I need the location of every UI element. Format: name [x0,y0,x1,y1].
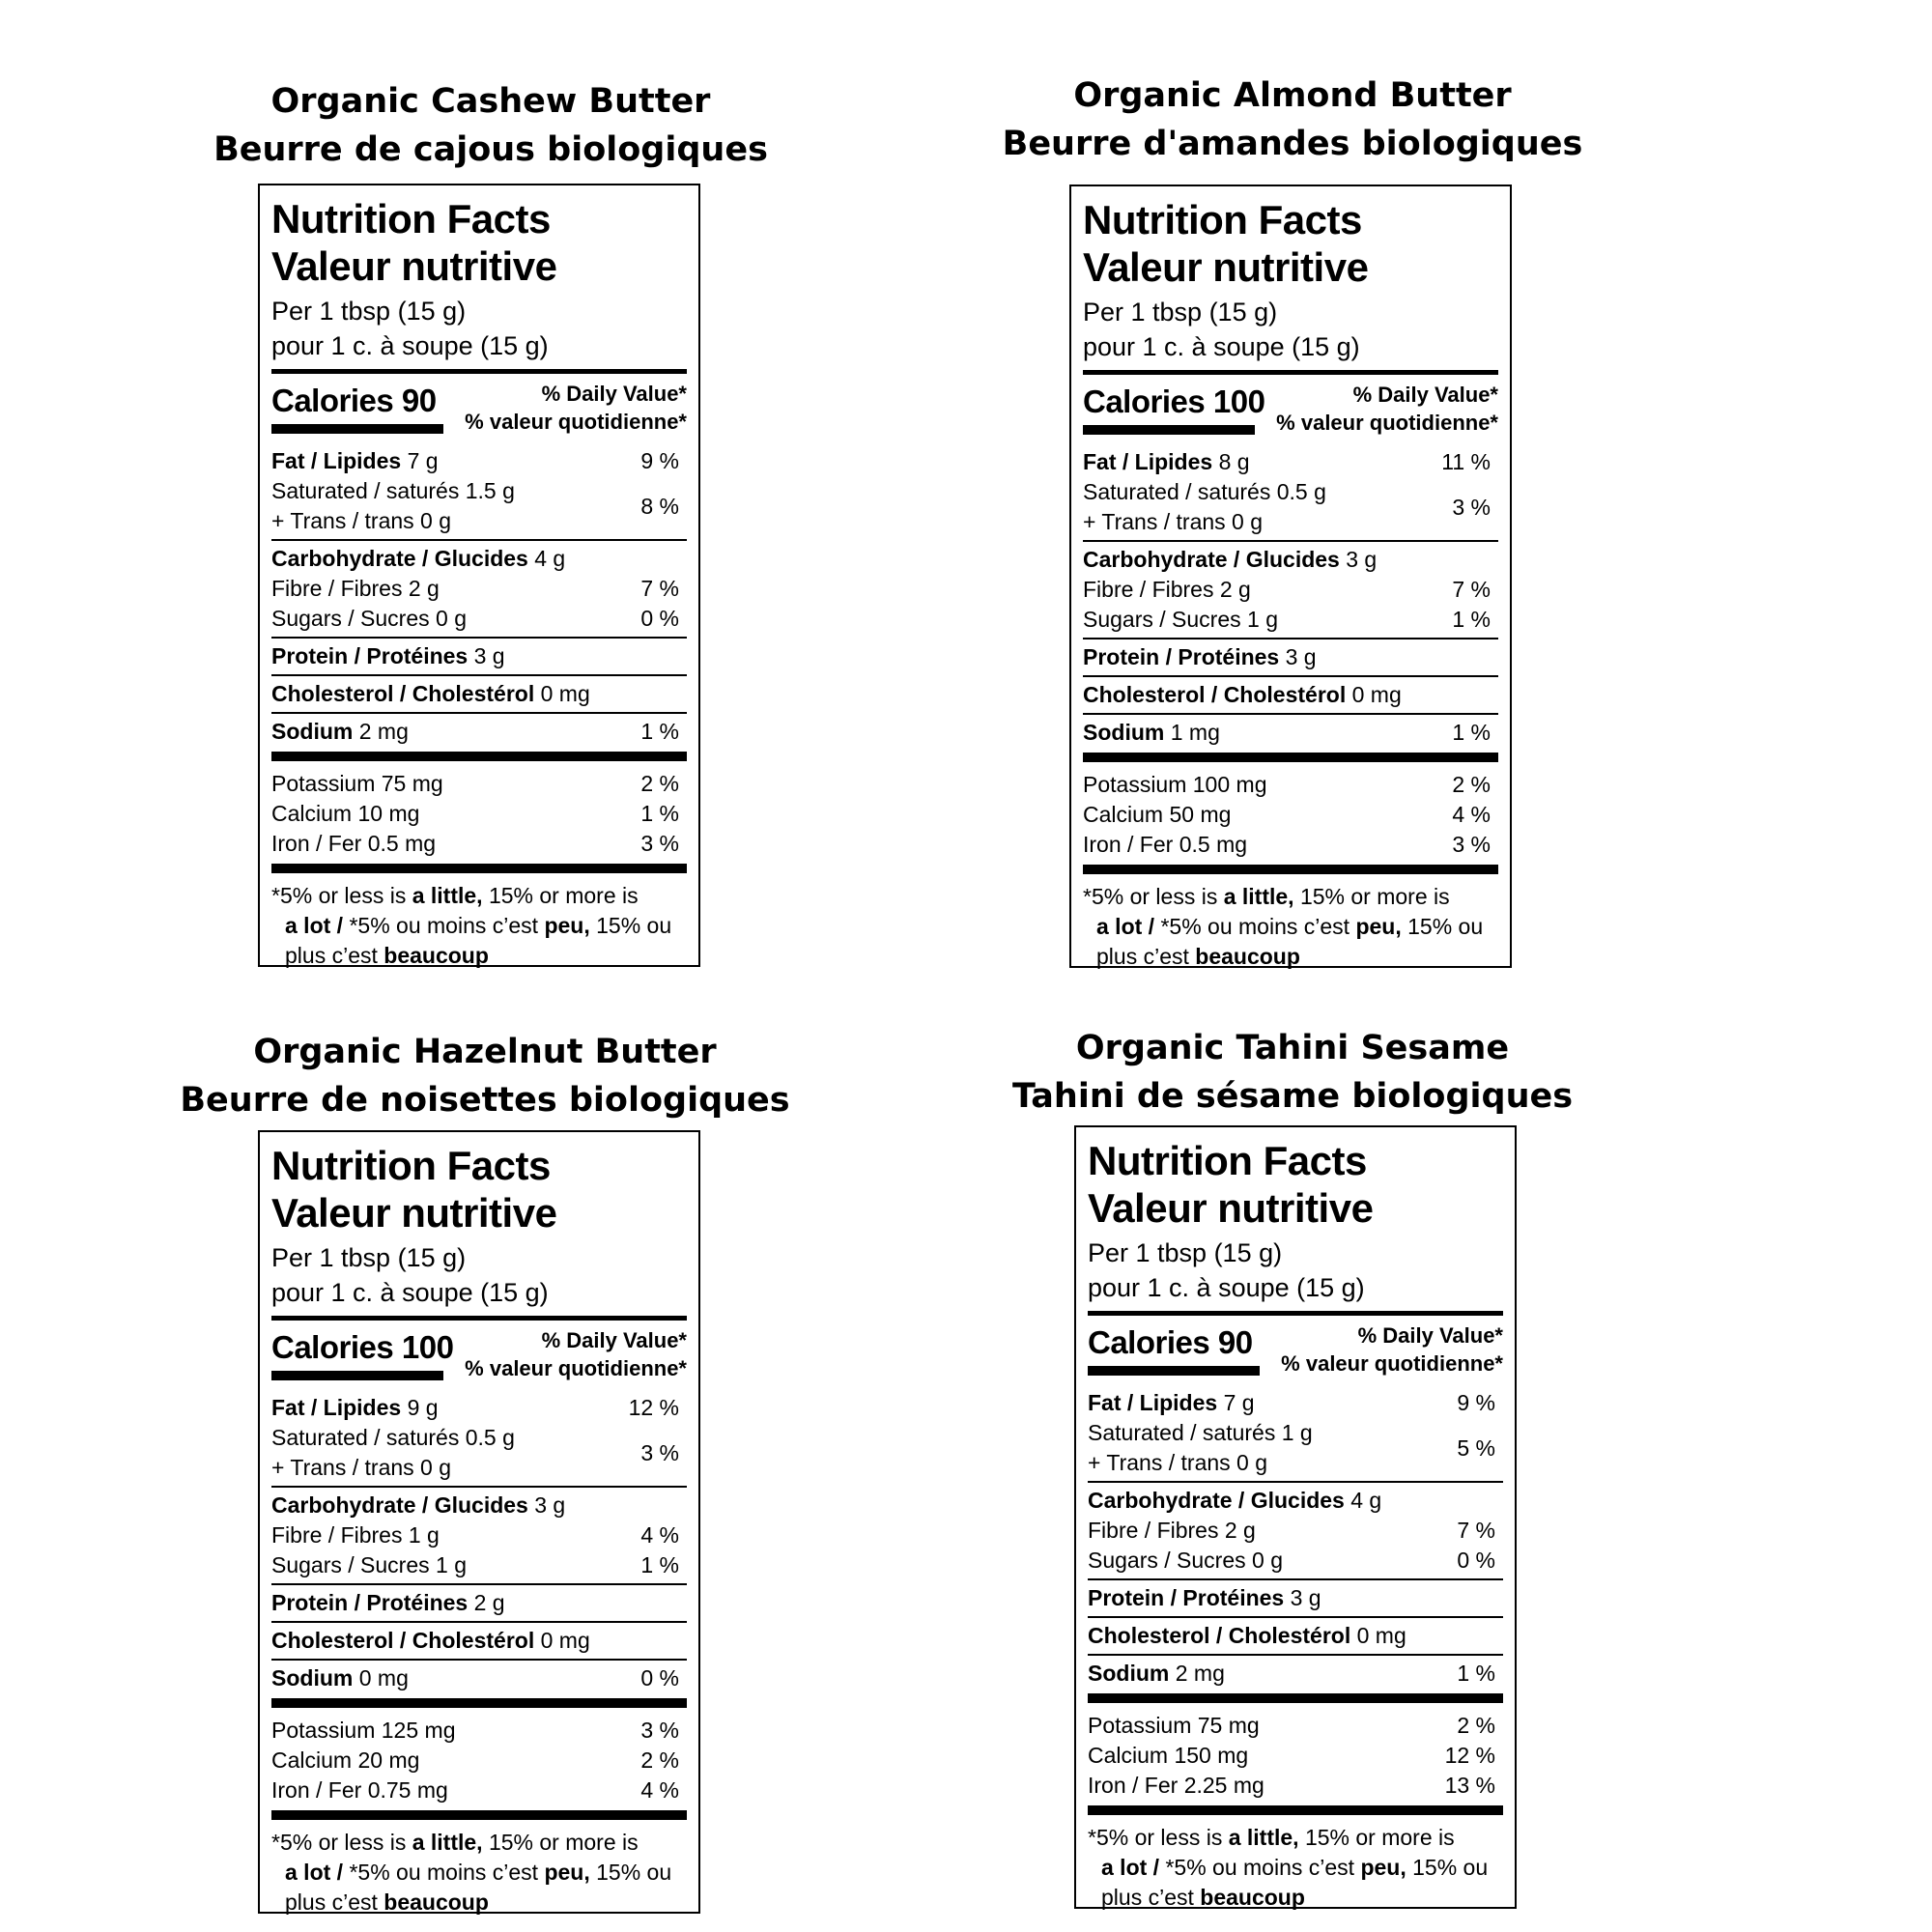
iron-row: Iron / Fer 0.75 mg 4 % [271,1777,679,1803]
saturated-trans-row: Saturated / saturés 1.5 g + Trans / trans 0 g 8 % [271,478,679,533]
calcium-row: Calcium 20 mg 2 % [271,1747,679,1773]
carbohydrate-row: Carbohydrate / Glucides 3 g [271,1492,566,1518]
product-title: Organic Tahini Sesame Tahini de sésame biologiques [1011,1029,1574,1116]
calories: Calories 90 [271,383,437,418]
nutrition-facts-heading: Nutrition Facts Valeur nutritive [271,1143,557,1236]
divider-thick [271,1698,687,1708]
nutrition-label-hazelnut [258,1130,700,1914]
cholesterol-row: Cholesterol / Cholestérol 0 mg [271,681,590,706]
sodium-row: Sodium 0 mg 0 % [271,1665,679,1690]
potassium-row: Potassium 75 mg 2 % [271,771,679,796]
calories: Calories 90 [1088,1324,1253,1360]
carbohydrate-row: Carbohydrate / Glucides 4 g [271,546,566,571]
protein-row: Protein / Protéines 3 g [271,643,505,668]
daily-value-header: % Daily Value* % valeur quotidienne* [1281,1323,1503,1376]
daily-value-header: % Daily Value* % valeur quotidienne* [465,382,687,434]
footnote: *5% or less is a little, 15% or more is a lot / *5% ou moins c’est peu, 15% ou plus c’est beaucoup [271,1830,672,1915]
fibre-row: Fibre / Fibres 1 g 4 % [271,1522,679,1548]
potassium-row: Potassium 100 mg 2 % [1083,772,1491,797]
iron-row: Iron / Fer 0.5 mg 3 % [271,831,679,856]
divider-thick [271,864,687,873]
calcium-row: Calcium 10 mg 1 % [271,801,679,826]
product-panel-cashew [153,77,829,174]
sodium-row: Sodium 2 mg 1 % [271,719,679,744]
iron-row: Iron / Fer 2.25 mg 13 % [1088,1773,1495,1798]
cholesterol-row: Cholesterol / Cholestérol 0 mg [1088,1623,1406,1648]
sugars-row: Sugars / Sucres 0 g 0 % [1088,1548,1495,1573]
sodium-row: Sodium 1 mg 1 % [1083,720,1491,745]
fat-row: Fat / Lipides 7 g 9 % [271,448,679,473]
calcium-row: Calcium 50 mg 4 % [1083,802,1491,827]
sugars-row: Sugars / Sucres 0 g 0 % [271,606,679,631]
footnote: *5% or less is a little, 15% or more is a lot / *5% ou moins c’est peu, 15% ou plus c’est beaucoup [1088,1825,1489,1910]
calories-bar [271,424,443,434]
iron-row: Iron / Fer 0.5 mg 3 % [1083,832,1491,857]
nutrition-facts-heading: Nutrition Facts Valeur nutritive [1088,1138,1374,1231]
calories-bar [1088,1366,1260,1376]
saturated-trans-row: Saturated / saturés 0.5 g + Trans / trans 0 g 3 % [271,1425,679,1480]
product-panel-hazelnut [147,1028,823,1124]
saturated-trans-row: Saturated / saturés 1 g + Trans / trans 0 g 5 % [1088,1420,1495,1475]
cholesterol-row: Cholesterol / Cholestérol 0 mg [1083,682,1402,707]
potassium-row: Potassium 125 mg 3 % [271,1718,679,1743]
calories-block [271,374,687,443]
carbohydrate-row: Carbohydrate / Glucides 4 g [1088,1488,1382,1513]
protein-row: Protein / Protéines 2 g [271,1590,505,1615]
protein-row: Protein / Protéines 3 g [1088,1585,1321,1610]
nutrition-facts-heading: Nutrition Facts Valeur nutritive [1083,197,1369,290]
calories: Calories 100 [1083,384,1265,419]
footnote: *5% or less is a little, 15% or more is a lot / *5% ou moins c’est peu, 15% ou plus c’est beaucoup [271,883,672,968]
divider-thick [1083,865,1498,874]
footnote: *5% or less is a little, 15% or more is a lot / *5% ou moins c’est peu, 15% ou plus c’est beaucoup [1083,884,1484,969]
fat-row: Fat / Lipides 8 g 11 % [1083,449,1491,474]
calories-block [1088,1316,1503,1385]
daily-value-header: % Daily Value* % valeur quotidienne* [465,1328,687,1380]
calcium-row: Calcium 150 mg 12 % [1088,1743,1495,1768]
calories-block [1083,375,1498,444]
sugars-row: Sugars / Sucres 1 g 1 % [1083,607,1491,632]
product-title: Organic Hazelnut Butter Beurre de noisettes biologiques [180,1033,790,1120]
calories-bar [1083,425,1255,435]
saturated-trans-row: Saturated / saturés 0.5 g + Trans / trans 0 g 3 % [1083,479,1491,534]
divider-thick [1088,1693,1503,1703]
divider-thick [271,1810,687,1820]
fibre-row: Fibre / Fibres 2 g 7 % [1083,577,1491,602]
fat-row: Fat / Lipides 7 g 9 % [1088,1390,1495,1415]
serving-size: Per 1 tbsp (15 g) pour 1 c. à soupe (15 g) [271,1243,549,1307]
nutrition-label-almond [1069,185,1512,968]
divider-thick [1088,1805,1503,1815]
daily-value-header: % Daily Value* % valeur quotidienne* [1276,383,1498,435]
nutrition-label-tahini [1074,1125,1517,1909]
protein-row: Protein / Protéines 3 g [1083,644,1317,669]
product-title: Organic Cashew Butter Beurre de cajous biologiques [213,82,768,169]
product-title: Organic Almond Butter Beurre d'amandes biologiques [1002,76,1583,163]
nutrition-facts-heading: Nutrition Facts Valeur nutritive [271,196,557,289]
potassium-row: Potassium 75 mg 2 % [1088,1713,1495,1738]
calories-bar [271,1371,443,1380]
product-panel-almond [954,71,1631,168]
serving-size: Per 1 tbsp (15 g) pour 1 c. à soupe (15 g) [1083,298,1360,361]
product-panel-tahini [954,1024,1631,1121]
calories: Calories 100 [271,1329,454,1365]
sugars-row: Sugars / Sucres 1 g 1 % [271,1552,679,1577]
divider-thick [1083,753,1498,762]
fat-row: Fat / Lipides 9 g 12 % [271,1395,679,1420]
serving-size: Per 1 tbsp (15 g) pour 1 c. à soupe (15 g) [1088,1238,1365,1302]
calories-block [271,1321,687,1390]
serving-size: Per 1 tbsp (15 g) pour 1 c. à soupe (15 g) [271,297,549,360]
fibre-row: Fibre / Fibres 2 g 7 % [1088,1518,1495,1543]
cholesterol-row: Cholesterol / Cholestérol 0 mg [271,1628,590,1653]
fibre-row: Fibre / Fibres 2 g 7 % [271,576,679,601]
carbohydrate-row: Carbohydrate / Glucides 3 g [1083,547,1378,572]
divider-thick [271,752,687,761]
nutrition-label-cashew [258,184,700,967]
sodium-row: Sodium 2 mg 1 % [1088,1661,1495,1686]
